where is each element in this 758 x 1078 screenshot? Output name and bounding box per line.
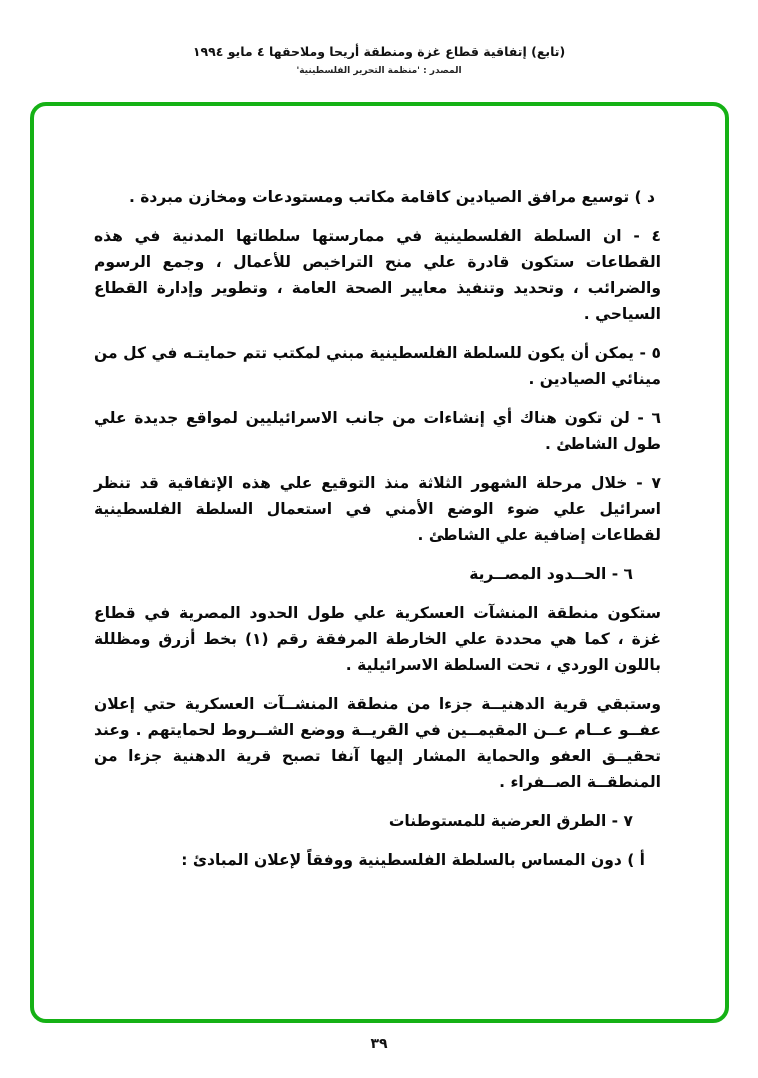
paragraph-item-5: ٥ - يمكن أن يكون للسلطة الفلسطينية مبني لمكتب تتم حمايتـه في كل من مينائي الصيادين .: [94, 344, 661, 388]
paragraph-military-installations: ستكون منطقة المنشآت العسكرية علي طول الحدود المصرية في قطاع غزة ، كما هي محددة علي الخارطة المرفقة رقم (١) بخط أزرق ومظللة باللون الوردي ، تحت السلطة الاسرائيلية .: [94, 604, 661, 674]
paragraph-sub-a: أ ) دون المساس بالسلطة الفلسطينية ووفقاً لإعلان المبادئ :: [181, 851, 645, 869]
paragraph-item-7: ٧ - خلال مرحلة الشهور الثلاثة منذ التوقيع علي هذه الإتفاقية قد تنظر اسرائيل علي ضوء الوضع الأمني في استعمال السلطة الفلسطينية لقطاعات إضافية علي الشاطئ .: [94, 474, 661, 544]
paragraph-d: د ) توسيع مرافق الصيادين كاقامة مكاتب ومستودعات ومخازن مبردة .: [128, 188, 655, 206]
header-source: المصدر : 'منظمة التحرير الفلسطينية': [296, 66, 462, 76]
document-body: [94, 184, 661, 886]
green-border-frame: [30, 102, 729, 1023]
paragraph-item-6: ٦ - لن تكون هناك أي إنشاءات من جانب الاسرائيليين لمواقع جديدة علي طول الشاطئ .: [94, 409, 661, 453]
header-title: (تابع) إتفاقية قطاع غزة ومنطقة أريحا وملاحقها ٤ مايو ١٩٩٤: [192, 44, 566, 59]
paragraph-item-4: ٤ - ان السلطة الفلسطينية في ممارستها سلطاتها المدنية في هذه القطاعات ستكون قادرة علي منح التراخيص للأعمال ، وجمع الرسوم والضرائب ، وتحديد وتنفيذ معايير الصحة العامة ، وتطوير وإدارة القطاع السياحي .: [94, 227, 661, 323]
section-heading-egyptian-border: ٦ - الحــدود المصــرية: [469, 565, 633, 583]
paragraph-dahaniya-village: وستبقي قرية الدهنيــة جزءا من منطقة المنشــآت العسكرية حتي إعلان عفــو عــام عــن المقيمــين في القريــة ووضع الشــروط لحمايتهم . وعند تحقيــق العفو والحماية المشار إليها آنفا تصبح قرية الدهنية جزءا من المنطقــة الصــفراء .: [94, 695, 661, 791]
page-number: ٣٩: [370, 1036, 388, 1052]
document-header: [0, 44, 758, 76]
section-heading-lateral-roads: ٧ - الطرق العرضية للمستوطنات: [388, 812, 633, 830]
